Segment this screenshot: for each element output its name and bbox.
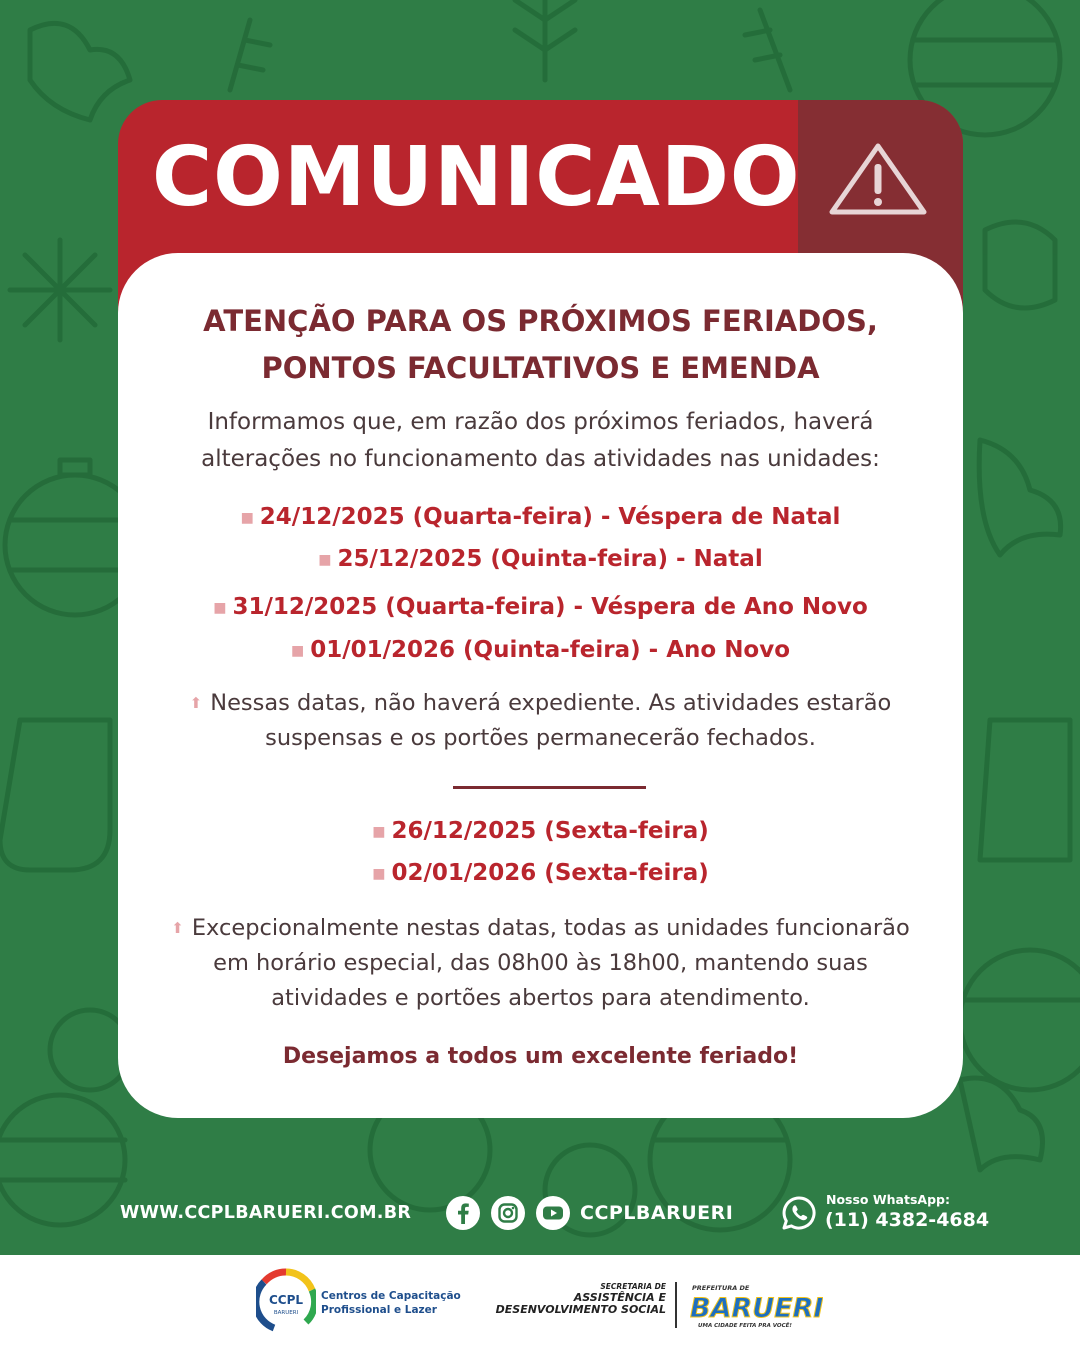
barueri-word: BARUERI [690, 1293, 823, 1324]
intro-line: alterações no funcionamento das atividades nas unidades: [201, 446, 880, 472]
secretaria-line: DESENVOLVIMENTO SOCIAL [495, 1303, 666, 1316]
logo-separator [675, 1282, 677, 1328]
ccpl-mark: CCPL [268, 1293, 304, 1307]
bullet-icon: ■ [372, 823, 386, 840]
intro-text [118, 404, 963, 478]
closed-date-text: 25/12/2025 (Quinta-feira) - Natal [337, 546, 763, 572]
closed-date-item [118, 592, 963, 623]
closed-date-item [118, 502, 963, 533]
youtube-icon[interactable] [536, 1196, 570, 1230]
ccpl-sub: BARUERI [273, 1310, 299, 1316]
note-line: Nessas datas, não haverá expediente. As atividades estarão [210, 690, 892, 716]
note-line: suspensas e os portões permanecerão fechados. [265, 725, 816, 751]
bullet-icon: ■ [372, 865, 386, 882]
whatsapp-label: Nosso WhatsApp: [826, 1192, 950, 1207]
ccpl-name [321, 1289, 461, 1317]
secretaria-logo [490, 1281, 666, 1316]
headline-line: PONTOS FACULTATIVOS E EMENDA [261, 351, 820, 385]
prefeitura-label: PREFEITURA DE [692, 1284, 750, 1292]
secretaria-line: SECRETARIA DE [600, 1282, 666, 1291]
instagram-icon[interactable] [491, 1196, 525, 1230]
barueri-logo [688, 1282, 823, 1330]
whatsapp-number[interactable]: (11) 4382-4684 [825, 1209, 990, 1231]
whatsapp-icon[interactable] [781, 1195, 817, 1231]
closed-date-item [118, 635, 963, 666]
headline [118, 298, 963, 392]
bullet-icon: ■ [213, 599, 227, 616]
closed-date-text: 24/12/2025 (Quarta-feira) - Véspera de Natal [259, 504, 841, 530]
note-line: atividades e portões abertos para atendimento. [271, 985, 810, 1011]
ccpl-name-line: Centros de Capacitação [321, 1290, 461, 1302]
special-note [118, 911, 963, 1016]
secretaria-line: ASSISTÊNCIA E [573, 1291, 666, 1304]
ccpl-logo [256, 1268, 316, 1334]
social-handle[interactable]: CCPLBARUERI [580, 1202, 734, 1224]
special-date-text: 02/01/2026 (Sexta-feira) [391, 860, 709, 886]
special-date-item [118, 858, 963, 889]
closed-date-item [118, 544, 963, 575]
closed-date-text: 01/01/2026 (Quinta-feira) - Ano Novo [310, 637, 791, 663]
arrow-up-icon: ⬆ [189, 694, 203, 712]
section-divider [453, 786, 646, 789]
page-title: COMUNICADO [152, 130, 801, 225]
special-date-text: 26/12/2025 (Sexta-feira) [391, 818, 709, 844]
headline-line: ATENÇÃO PARA OS PRÓXIMOS FERIADOS, [203, 304, 878, 338]
ccpl-name-line: Profissional e Lazer [321, 1304, 437, 1316]
arrow-up-icon: ⬆ [171, 919, 184, 937]
closed-date-text: 31/12/2025 (Quarta-feira) - Véspera de Ano Novo [232, 594, 868, 620]
bullet-icon: ■ [318, 551, 332, 568]
closing-message: Desejamos a todos um excelente feriado! [282, 1044, 799, 1069]
facebook-icon[interactable] [446, 1196, 480, 1230]
bullet-icon: ■ [290, 642, 305, 659]
special-date-item [118, 816, 963, 847]
closed-note [118, 686, 963, 756]
note-line: em horário especial, das 08h00 às 18h00, mantendo suas [213, 950, 868, 976]
intro-line: Informamos que, em razão dos próximos feriados, haverá [207, 409, 874, 435]
note-line: Excepcionalmente nestas datas, todas as unidades funcionarão [191, 915, 910, 941]
barueri-slogan: UMA CIDADE FEITA PRA VOCÊ! [698, 1323, 792, 1329]
warning-icon [826, 140, 930, 218]
website-link[interactable]: WWW.CCPLBARUERI.COM.BR [120, 1203, 412, 1223]
bullet-icon: ■ [240, 509, 254, 526]
